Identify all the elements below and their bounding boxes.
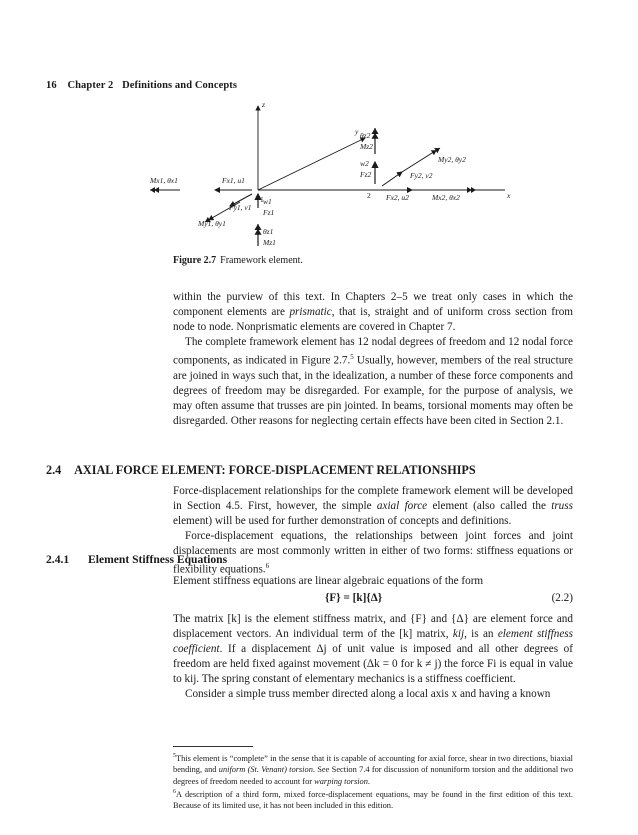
- my1-label: My1, θy1: [198, 219, 226, 228]
- node-1-label: 1: [260, 195, 264, 204]
- paragraph-3: Force-displacement relationships for the complete framework element will be developed in Section 4.5. First, however, the simple axial force element (also called the truss element) will be used for further demonstration of concepts and definitions.: [173, 485, 573, 528]
- mx2-label: Mx2, θx2: [432, 193, 460, 202]
- page-number: 16: [46, 80, 57, 91]
- mz2-label: Mz2: [360, 142, 373, 151]
- chapter-title: Definitions and Concepts: [122, 80, 238, 91]
- footnotes: [173, 751, 573, 812]
- paragraph-5: Element stiffness equations are linear algebraic equations of the form: [173, 575, 484, 587]
- body-block-3: [173, 574, 573, 589]
- thz2-label: θz2: [360, 131, 371, 140]
- my2-arrow: [402, 148, 440, 172]
- footnote-5: $^5$This element is “complete” in the sense that it is capable of accounting for axial force, shear in two directions, biaxial bending, and uniform (St. Venant) torsion. See Section 7.4 for discussion of nonuniform torsion and the additional two degrees of freedom needed to account for warping torsion.: [173, 753, 574, 786]
- paragraph-6: The matrix [k] is the element stiffness matrix, and {F} and {Δ} are element force and displacement vectors. An individual term of the [k] matrix, kij, is an element stiffness coefficient. If a displacement Δj of unit value is imposed and all other degrees of freedom are held fixed against movement (Δk = 0 for k ≠ j) the force Fi is equal in value to kij. The spring constant of elementary mechanics is a stiffness coefficient.: [173, 613, 573, 686]
- figure-caption: [173, 255, 303, 266]
- y-axis-label: y: [355, 127, 359, 136]
- w1-label: w1: [263, 197, 272, 206]
- equation-text: {F} = [k]{Δ}: [325, 592, 383, 604]
- y-axis: [258, 138, 365, 190]
- fz2-label: Fz2: [360, 170, 372, 179]
- body-block-4: [173, 612, 573, 703]
- w2-label: w2: [360, 159, 369, 168]
- fx2-label: Fx2, u2: [386, 193, 409, 202]
- subsection-number: 2.4.1: [46, 553, 70, 566]
- figure-caption-text: Framework element.: [220, 255, 303, 266]
- fy2-label: Fy2, v2: [410, 171, 433, 180]
- footnote-rule: [173, 746, 253, 747]
- footnote-ref-6: 6: [265, 562, 270, 571]
- fz1-label: Fz1: [263, 208, 275, 217]
- z-axis-label: z: [262, 100, 265, 109]
- paragraph-4: Force-displacement equations, the relationships between joint forces and joint displacements are most commonly written in either of two forms: stiffness equations or flexibility equations.$^6$: [173, 530, 573, 577]
- node-2-label: 2: [367, 191, 371, 200]
- chapter-label: Chapter 2: [67, 80, 114, 91]
- my2-label: My2, θy2: [438, 155, 466, 164]
- thz1-label: θz1: [263, 227, 274, 236]
- x-axis-label: x: [507, 191, 511, 200]
- framework-element-figure: [140, 98, 540, 260]
- section-heading: [46, 463, 476, 478]
- footnote-6: $^6$A description of a third form, mixed force-displacement equations, may be found in the first edition of this text. Because of its limited use, it has not been included in this edition.: [173, 789, 573, 811]
- fx1-label: Fx1, u1: [222, 176, 245, 185]
- section-number: 2.4: [46, 463, 62, 477]
- subsection-title: Element Stiffness Equations: [88, 553, 228, 566]
- body-block-1: [173, 290, 573, 430]
- running-head: [46, 80, 237, 91]
- mz1-label: Mz1: [263, 238, 276, 247]
- paragraph-2: The complete framework element has 12 nodal degrees of freedom and 12 nodal force components, as indicated in Figure 2.7.$^5$ Usually, however, members of the real structure are joined in ways such that, in the idealization, a number of these force components and degrees of freedom may be disregarded. For example, for the purpose of analysis, we may often assume that trusses are pin jointed. In beams, torsional moments may often be disregarded. Other reasons for neglecting certain effects have been cited in Section 2.1.: [173, 336, 574, 428]
- section-title: AXIAL FORCE ELEMENT: FORCE-DISPLACEMENT RELATIONSHIPS: [74, 463, 476, 477]
- paragraph-7: Consider a simple truss member directed along a local axis x and having a known: [185, 688, 551, 701]
- fy1-label: Fy1, v1: [229, 203, 252, 212]
- equation-number: (2.2): [551, 592, 573, 604]
- equation-2-2: [173, 592, 573, 607]
- mx1-label: Mx1, θx1: [150, 176, 178, 185]
- footnote-ref-5: 5: [350, 353, 354, 362]
- fy2-arrow: [382, 172, 402, 186]
- body-block-2: [173, 484, 573, 578]
- figure-caption-label: Figure 2.7: [173, 255, 217, 266]
- subsection-heading: [46, 553, 227, 566]
- paragraph-1: within the purview of this text. In Chapters 2–5 we treat only cases in which the component elements are prismatic, that is, straight and of uniform cross section from node to node. Nonprismatic elements are covered in Chapter 7.: [173, 291, 573, 334]
